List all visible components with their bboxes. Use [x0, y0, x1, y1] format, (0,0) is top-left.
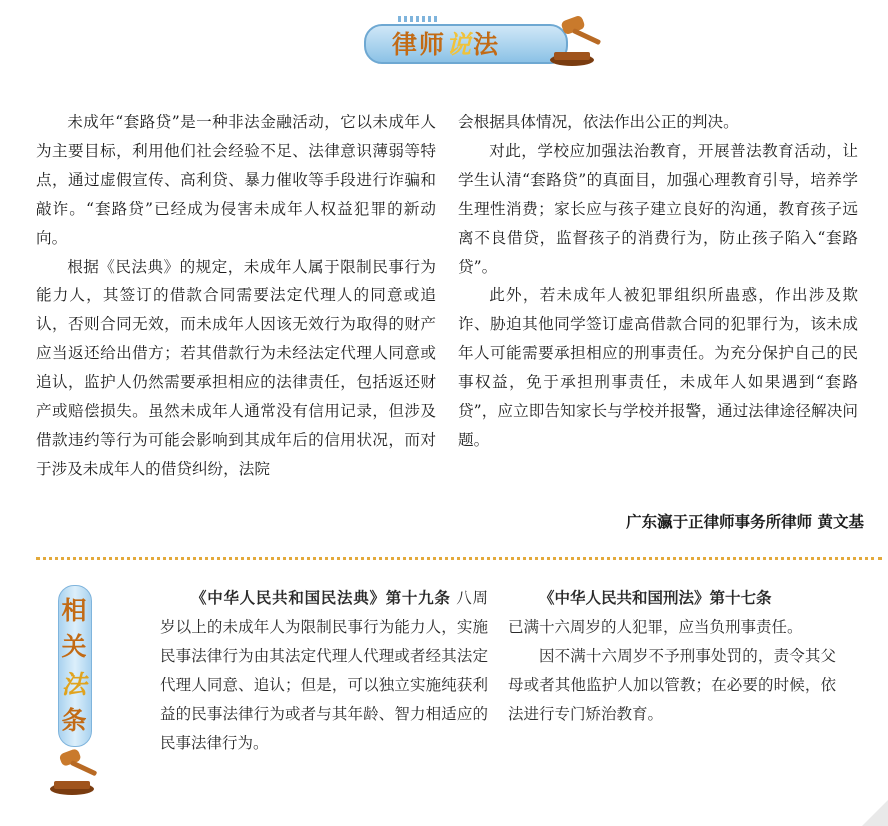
article-paragraph: 对此，学校应加强法治教育，开展普法教育活动，让学生认清“套路贷”的真面目，加强心理教育引导，培养学生理性消费；家长应与孩子建立良好的沟通，教育孩子远离不良借贷，监督孩子的消费行为，防止孩子陷入“套路贷”。: [458, 141, 858, 276]
article-right-column: [458, 108, 858, 455]
page-corner-fold: [862, 800, 888, 826]
article-paragraph: 会根据具体情况，依法作出公正的判决。: [458, 113, 739, 131]
law-heading: 《中华人民共和国民法典》第十九条: [191, 589, 451, 607]
article-left-column: [36, 108, 436, 484]
law-civil-code-art19: [160, 584, 488, 758]
gavel-icon: [48, 747, 104, 797]
sidebar-title-char: 法: [61, 670, 87, 699]
dotted-divider: [36, 557, 882, 560]
author-signature: 广东瀛于正律师事务所律师 黄文基: [626, 513, 864, 531]
header-banner: [362, 10, 610, 68]
law-heading: 《中华人民共和国刑法》第十七条: [539, 589, 772, 607]
sidebar-title-char: 关: [61, 632, 87, 661]
sidebar-title-char: 条: [61, 706, 87, 735]
gavel-icon: [548, 12, 608, 68]
related-law-sidebar: [52, 585, 96, 795]
article-paragraph: 根据《民法典》的规定，未成年人属于限制民事行为能力人，其签订的借款合同需要法定代理人的同意或追认，否则合同无效，而未成年人因该无效行为取得的财产应当返还给出借方；若其借款行为未经法定代理人同意或追认，监护人仍然需要承担相应的法律责任，包括返还财产或赔偿损失。虽然未成年人通常没有信用记录，但涉及借款违约等行为可能会影响到其成年后的信用状况，而对于涉及未成年人的借贷纠纷，法院: [36, 257, 436, 478]
sidebar-title-char: 相: [61, 596, 87, 625]
law-body: 因不满十六周岁不予刑事处罚的，责令其父母或者其他监护人加以管教；在必要的时候，依法进行专门矫治教育。: [508, 647, 836, 723]
law-body: 八周岁以上的未成年人为限制民事行为能力人，实施民事法律行为由其法定代理人代理或者经其法定代理人同意、追认；但是，可以独立实施纯获利益的民事法律行为或者与其年龄、智力相适应的民事法律行为。: [160, 589, 488, 752]
banner-title: 律师说法: [392, 30, 501, 59]
law-text: [160, 584, 488, 758]
law-body: 已满十六周岁的人犯罪，应当负刑事责任。: [508, 618, 803, 636]
article-paragraph: 未成年“套路贷”是一种非法金融活动，它以未成年人为主要目标，利用他们社会经验不足、法律意识薄弱等特点，通过虚假宣传、高利贷、暴力催收等手段进行诈骗和敲诈。“套路贷”已经成为侵害未成年人权益犯罪的新动向。: [36, 113, 436, 247]
article-paragraph: 此外，若未成年人被犯罪组织所蛊惑，作出涉及欺诈、胁迫其他同学签订虚高借款合同的犯罪行为，该未成年人可能需要承担相应的刑事责任。为充分保护自己的民事权益，免于承担刑事责任，未成年人如果遇到“套路贷”，应立即告知家长与学校并报警，通过法律途径解决问题。: [458, 286, 858, 449]
law-criminal-code-art17: [508, 584, 836, 729]
decorative-stripes: [398, 16, 438, 22]
